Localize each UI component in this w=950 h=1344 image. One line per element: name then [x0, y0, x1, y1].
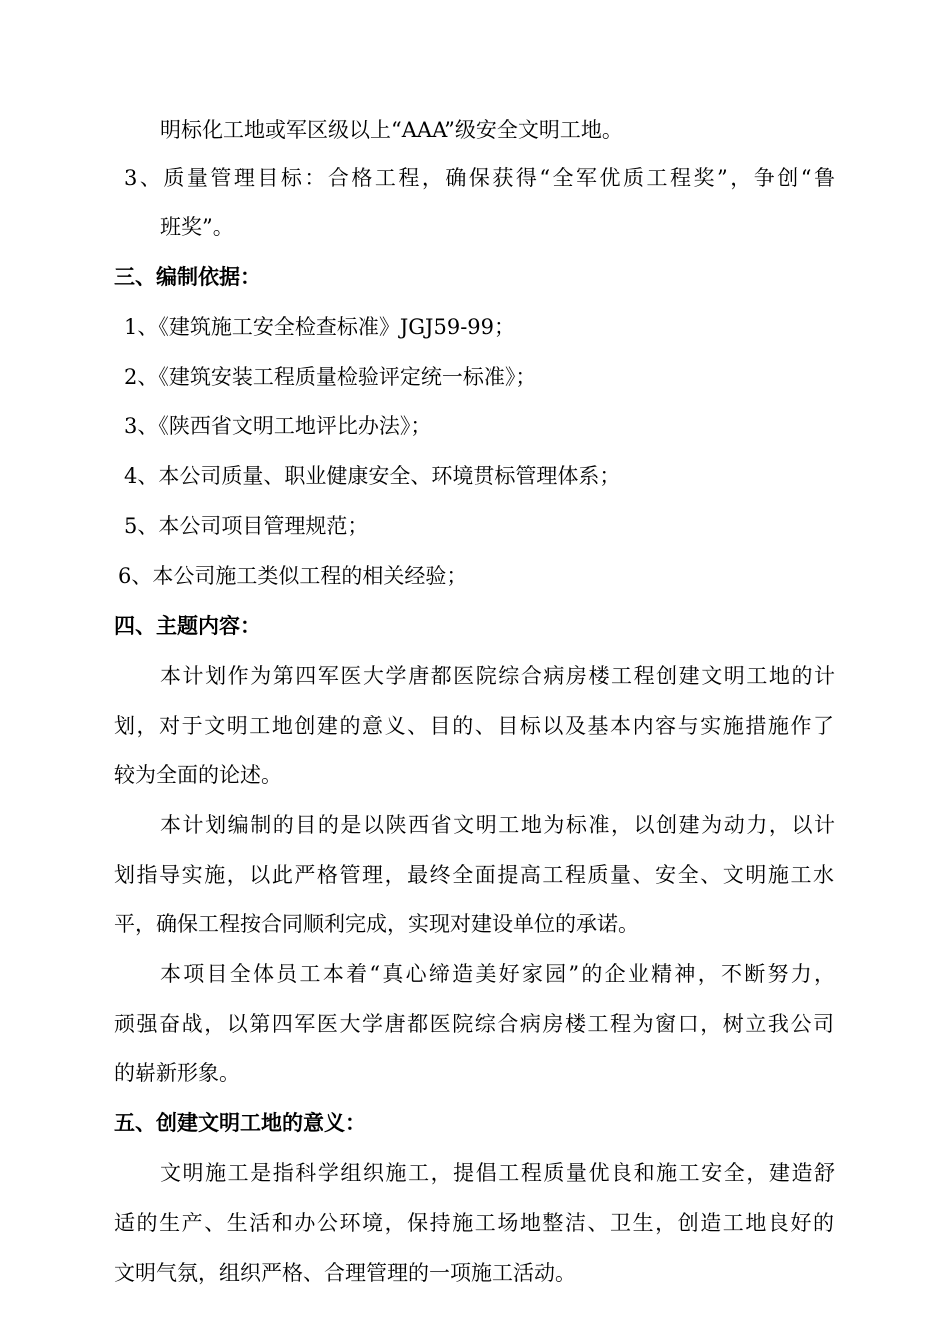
basis-item-4: 4、本公司质量、职业健康安全、环境贯标管理体系； [124, 464, 621, 488]
basis-item-5: 5、本公司项目管理规范； [124, 514, 369, 538]
basis-item-1: 1、《建筑施工安全检查标准》JGJ59-99； [124, 315, 516, 339]
section-heading-3: 三、编制依据： [114, 265, 261, 289]
paragraph-2-line-3: 平，确保工程按合同顺利完成，实现对建设单位的承诺。 [114, 912, 639, 936]
section-heading-4: 四、主题内容： [114, 614, 261, 638]
paragraph-4-line-2: 适的生产、生活和办公环境，保持施工场地整洁、卫生，创造工地良好的 [114, 1211, 834, 1235]
paragraph-2-line-1: 本计划编制的目的是以陕西省文明工地为标准，以创建为动力，以计 [160, 813, 835, 837]
paragraph-1-line-2: 划，对于文明工地创建的意义、目的、目标以及基本内容与实施措施作了 [114, 714, 834, 738]
section-heading-5: 五、创建文明工地的意义： [114, 1111, 366, 1135]
basis-item-2: 2、《建筑安装工程质量检验评定统一标准》； [124, 365, 537, 389]
paragraph-1-line-3: 较为全面的论述。 [114, 763, 282, 787]
paragraph-1-line-1: 本计划作为第四军医大学唐都医院综合病房楼工程创建文明工地的计 [160, 664, 835, 688]
basis-item-6: 6、本公司施工类似工程的相关经验； [118, 564, 468, 588]
text-line-3: 班奖”。 [160, 215, 234, 239]
paragraph-3-line-2: 顽强奋战，以第四军医大学唐都医院综合病房楼工程为窗口，树立我公司 [114, 1012, 834, 1036]
basis-item-3: 3、《陕西省文明工地评比办法》； [124, 414, 432, 438]
paragraph-2-line-2: 划指导实施，以此严格管理，最终全面提高工程质量、安全、文明施工水 [114, 863, 834, 887]
text-line-1: 明标化工地或军区级以上“AAA”级安全文明工地。 [160, 118, 623, 142]
paragraph-4-line-3: 文明气氛，组织严格、合理管理的一项施工活动。 [114, 1261, 576, 1285]
text-line-2: 3、质量管理目标：合格工程，确保获得“全军优质工程奖”，争创“鲁 [124, 166, 835, 190]
paragraph-3-line-3: 的崭新形象。 [114, 1061, 240, 1085]
paragraph-4-line-1: 文明施工是指科学组织施工，提倡工程质量优良和施工安全，建造舒 [160, 1161, 835, 1185]
paragraph-3-line-1: 本项目全体员工本着“真心缔造美好家园”的企业精神，不断努力， [160, 962, 835, 986]
